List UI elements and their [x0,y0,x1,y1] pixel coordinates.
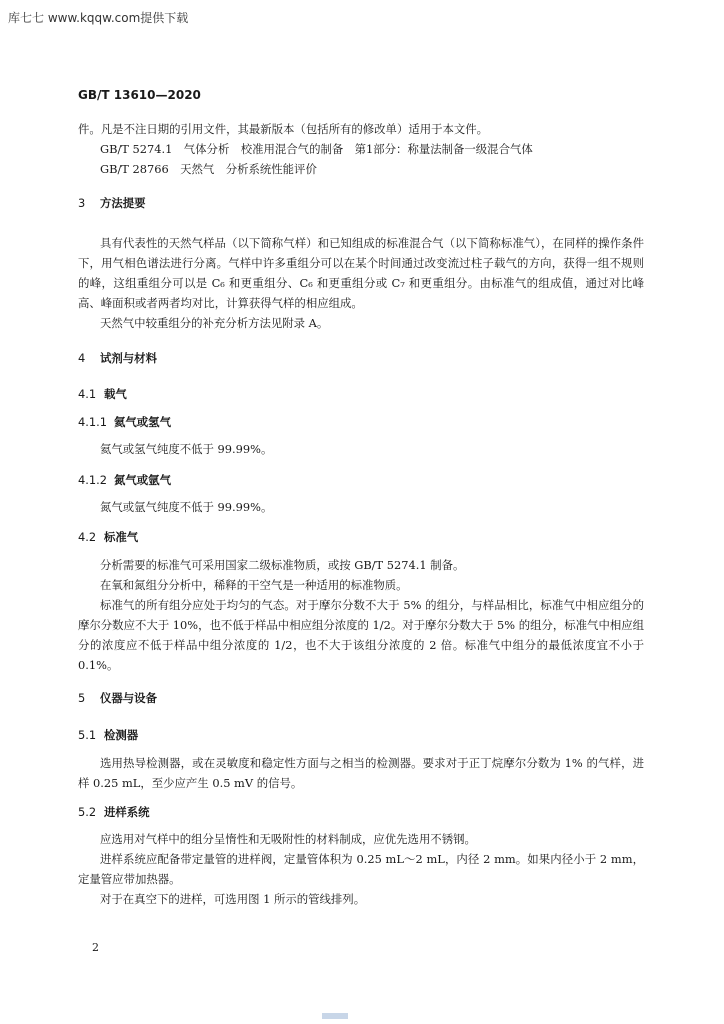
footer-mark [322,1013,348,1019]
section-4-2-heading [78,529,138,545]
section-5-2-body [78,829,644,909]
references-block [78,119,644,179]
section-title: 氦气或氢气 [114,415,171,429]
section-title: 试剂与材料 [100,351,157,365]
section-5-1-heading [78,727,138,743]
paragraph: 应选用对气样中的组分呈惰性和无吸附性的材料制成，应优先选用不锈钢。 [100,832,476,846]
section-4-2-body [78,555,644,675]
section-title: 载气 [104,387,127,401]
section-3-heading [78,195,146,211]
paragraph: 天然气中较重组分的补充分析方法见附录 A。 [100,316,329,330]
paragraph: 对于在真空下的进样，可选用图 1 所示的管线排列。 [100,892,366,906]
section-title: 标准气 [104,530,139,544]
paragraph: 进样系统应配备带定量管的进样阀，定量管体积为 0.25 mL～2 mL，内径 2 mm。如果内径小于 2 mm，定量管应带加热器。 [78,852,644,886]
section-number: 5 [78,691,86,705]
paragraph: 在氧和氮组分分析中，稀释的干空气是一种适用的标准物质。 [100,578,408,592]
paragraph: 选用热导检测器，或在灵敏度和稳定性方面与之相当的检测器。要求对于正丁烷摩尔分数为 1% 的气样，进样 0.25 mL，至少应产生 0.5 mV 的信号。 [78,756,644,790]
section-4-1-heading [78,386,127,402]
document-code: GB/T 13610—2020 [78,88,201,102]
references-intro: 件。凡是不注日期的引用文件，其最新版本（包括所有的修改单）适用于本文件。 [78,122,489,136]
section-4-1-2-body [78,497,644,517]
section-4-1-1-body [78,439,644,459]
section-5-1-body [78,753,644,793]
section-number: 4.2 [78,530,97,544]
paragraph: 氦气或氢气纯度不低于 99.99%。 [100,442,273,456]
section-title: 进样系统 [104,805,150,819]
reference-item: GB/T 5274.1 气体分析 校准用混合气的制备 第1部分：称量法制备一级混合气体 [100,142,533,156]
section-title: 仪器与设备 [100,691,157,705]
section-number: 4.1.1 [78,415,107,429]
section-title: 方法提要 [100,196,146,210]
section-title: 氮气或氩气 [114,473,171,487]
section-4-heading [78,350,157,366]
section-4-1-1-heading [78,414,171,430]
section-number: 5.1 [78,728,97,742]
paragraph: 具有代表性的天然气样品（以下简称气样）和已知组成的标准混合气（以下简称标准气），在同样的操作条件下，用气相色谱法进行分离。气样中许多重组分可以在某个时间通过改变流过柱子载气的方向，获得一组不规则的峰，这组重组分可以是 C₆ 和更重组分、C₆ 和更重组分或 C₇ 和更重组分。由标准气的组成值，通过对比峰高、峰面积或者两者均对比，计算获得气样的相应组成。 [78,236,644,310]
section-number: 3 [78,196,86,210]
paragraph: 氮气或氩气纯度不低于 99.99%。 [100,500,273,514]
section-number: 4 [78,351,86,365]
paragraph: 分析需要的标准气可采用国家二级标准物质，或按 GB/T 5274.1 制备。 [100,558,465,572]
section-title: 检测器 [104,728,139,742]
section-number: 4.1.2 [78,473,107,487]
reference-item: GB/T 28766 天然气 分析系统性能评价 [100,162,317,176]
page-number: 2 [92,941,99,954]
section-4-1-2-heading [78,472,171,488]
section-5-heading [78,690,157,706]
section-number: 5.2 [78,805,97,819]
section-5-2-heading [78,804,150,820]
section-3-body [78,233,644,333]
section-number: 4.1 [78,387,97,401]
paragraph: 标准气的所有组分应处于均匀的气态。对于摩尔分数不大于 5% 的组分，与样品相比，标准气中相应组分的摩尔分数应不大于 10%，也不低于样品中相应组分浓度的 1/2。对于摩尔分数大于 5% 的组分，标准气中相应组分的浓度应不低于样品中组分浓度的 1/2，也不大于该组分浓度的 2 倍。标准气中组分的最低浓度宜不小于 0.1%。 [78,598,645,672]
watermark-text: 库七七 www.kqqw.com提供下载 [8,11,189,25]
